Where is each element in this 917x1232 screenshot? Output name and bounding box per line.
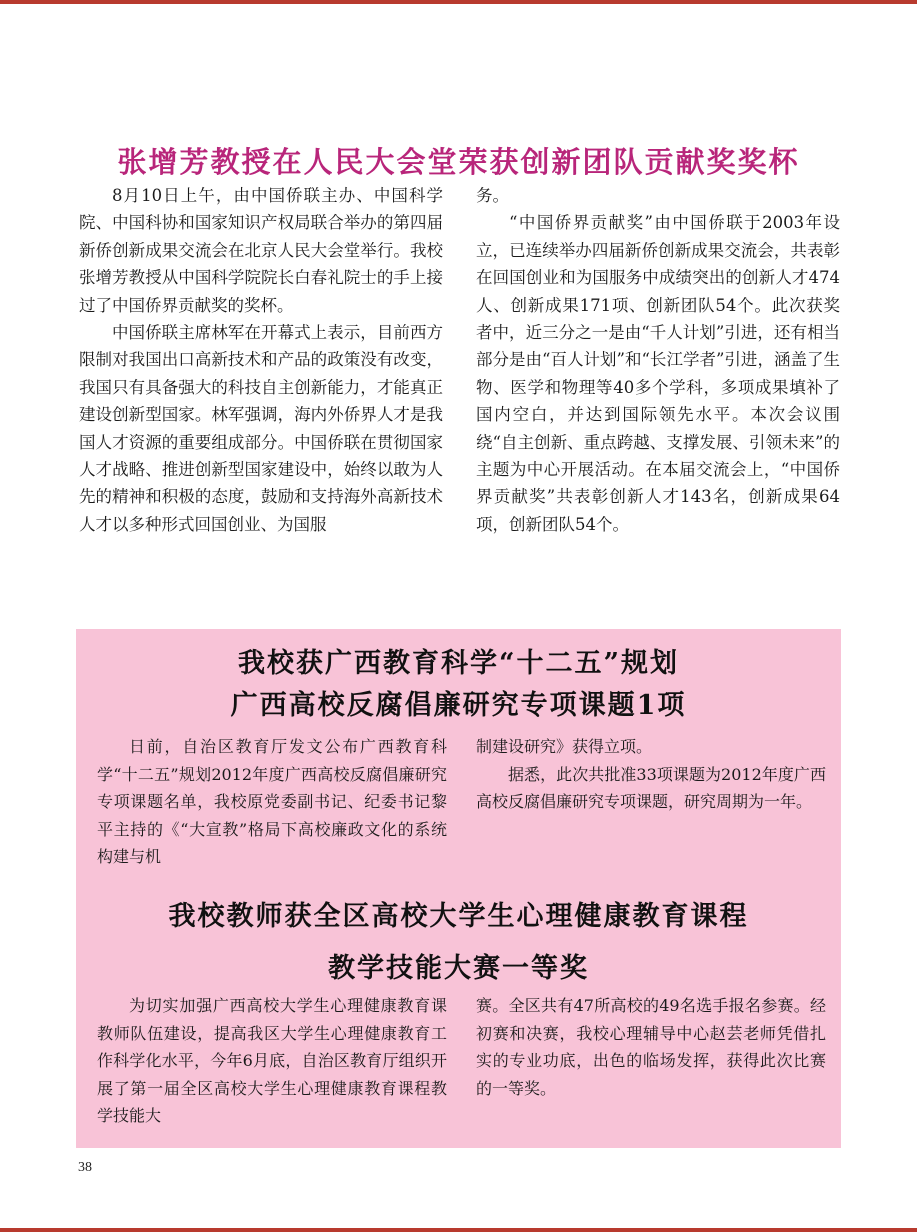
article-3-right-column (476, 992, 826, 1102)
article-3-paragraph-1: 为切实加强广西高校大学生心理健康教育课教师队伍建设，提高我区大学生心理健康教育工作科学化水平，今年6月底，自治区教育厅组织开展了第一届全区高校大学生心理健康教育课程教学技能大 (97, 996, 447, 1125)
article-2-headline-line-1: 我校获广西教育科学“十二五”规划 (237, 648, 680, 679)
article-2-paragraph-1-continued: 制建设研究》获得立项。 (476, 737, 653, 756)
page-number: 38 (78, 1160, 92, 1175)
article-1-headline: 张增芳教授在人民大会堂荣获创新团队贡献奖奖杯 (117, 145, 800, 179)
article-3-headline-line-1: 我校教师获全区高校大学生心理健康教育课程 (168, 901, 749, 932)
article-1-paragraph-3: “中国侨界贡献奖”由中国侨联于2003年设立，已连续举办四届新侨创新成果交流会，共表彰在回国创业和为国服务中成绩突出的创新人才474人、创新成果171项、创新团队54个。此次获奖者中，近三分之一是由“千人计划”引进，还有相当部分是由“百人计划”和“长江学者”引进，涵盖了生物、医学和物理等40多个学科，多项成果填补了国内空白，并达到国际领先水平。本次会议围绕“自主创新、重点跨越、支撑发展、引领未来”的主题为中心开展活动。在本届交流会上，“中国侨界贡献奖”共表彰创新人才143名，创新成果64项，创新团队54个。 (476, 213, 840, 534)
bottom-border-rule (0, 1228, 917, 1232)
article-3-paragraph-1-continued: 赛。全区共有47所高校的49名选手报名参赛。经初赛和决赛，我校心理辅导中心赵芸老师凭借扎实的专业功底，出色的临场发挥，获得此次比赛的一等奖。 (476, 996, 826, 1098)
article-2-paragraph-1: 日前，自治区教育厅发文公布广西教育科学“十二五”规划2012年度广西高校反腐倡廉研究专项课题名单，我校原党委副书记、纪委书记黎平主持的《“大宣教”格局下高校廉政文化的系统构建与机 (97, 737, 447, 866)
article-1-right-column (476, 182, 840, 538)
article-1-paragraph-2: 中国侨联主席林军在开幕式上表示，目前西方限制对我国出口高新技术和产品的政策没有改变，我国只有具备强大的科技自主创新能力，才能真正建设创新型国家。林军强调，海内外侨界人才是我国人才资源的重要组成部分。中国侨联在贯彻国家人才战略、推进创新型国家建设中，始终以敢为人先的精神和积极的态度，鼓励和支持海外高新技术人才以多种形式回国创业、为国服 (79, 323, 443, 534)
article-2-headline-line-2: 广西高校反腐倡廉研究专项课题1项 (230, 690, 687, 721)
article-1-paragraph-1: 8月10日上午，由中国侨联主办、中国科学院、中国科协和国家知识产权局联合举办的第四届新侨创新成果交流会在北京人民大会堂举行。我校张增芳教授从中国科学院院长白春礼院士的手上接过了中国侨界贡献奖的奖杯。 (79, 186, 443, 315)
article-2-right-column (476, 733, 826, 816)
article-3-headline-line-2: 教学技能大赛一等奖 (328, 953, 589, 984)
article-2-headline (0, 643, 917, 727)
article-2-left-column (97, 733, 447, 871)
article-1-paragraph-2-continued: 务。 (476, 186, 509, 205)
article-1-left-column (79, 182, 443, 538)
article-2-paragraph-2: 据悉，此次共批准33项课题为2012年度广西高校反腐倡廉研究专项课题，研究周期为一年。 (476, 764, 826, 811)
top-border-rule (0, 0, 917, 4)
article-3-left-column (97, 992, 447, 1130)
article-3-headline (0, 896, 917, 990)
